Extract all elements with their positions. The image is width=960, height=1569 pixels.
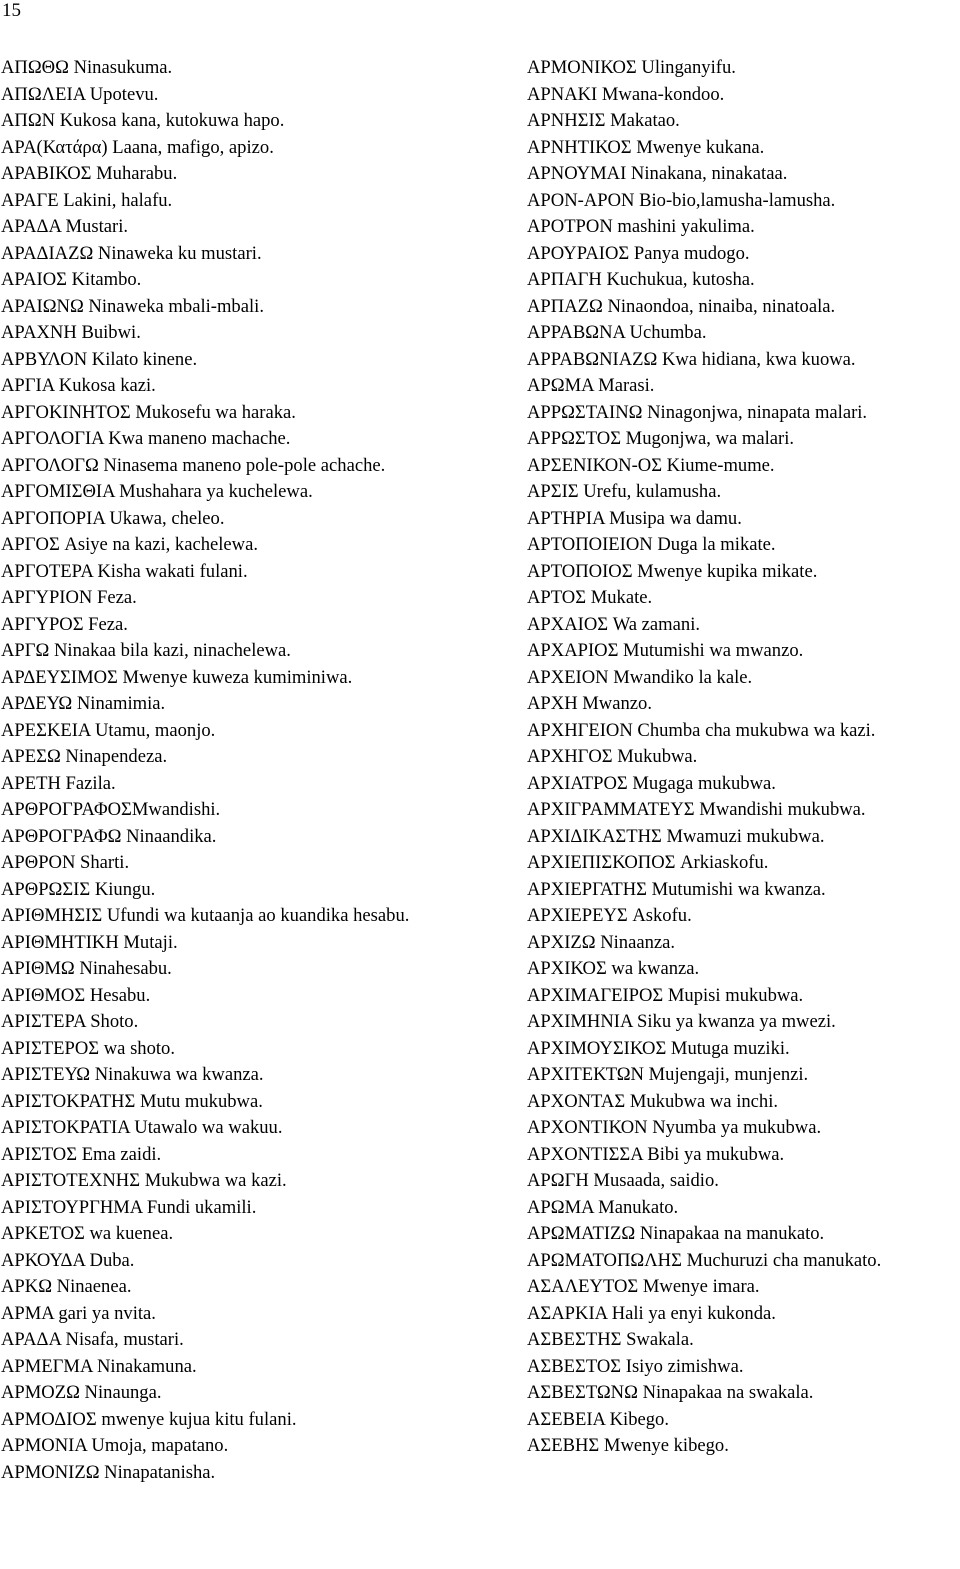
dictionary-entry: ΑΡΙΣΤΕΡΑ Shoto.: [1, 1011, 139, 1032]
dictionary-entry: ΑΡΧΟΝΤΙΚΟΝ Nyumba ya mukubwa.: [527, 1117, 822, 1138]
dictionary-entry: ΑΡΧΙΕΡΕΥΣ Askofu.: [527, 905, 692, 926]
dictionary-entry: ΑΡΓΟΣ Asiye na kazi, kachelewa.: [1, 534, 259, 555]
dictionary-entry: ΑΡΧΙΖΩ Ninaanza.: [527, 931, 676, 953]
dictionary-entry: ΑΡΙΣΤΕΥΩ Ninakuwa wa kwanza.: [1, 1064, 264, 1085]
dictionary-entry: ΑΡΩΜΑ Manukato.: [527, 1196, 679, 1218]
dictionary-entry: ΑΡΧΙΜΗΝΙΑ Siku ya kwanza ya mwezi.: [527, 1011, 836, 1032]
dictionary-entry: ΑΡΝΑΚΙ Mwana-kondoo.: [527, 83, 725, 105]
left-column: [1, 55, 431, 1486]
dictionary-entry: ΑΠΩΘΩ Ninasukuma.: [1, 57, 173, 78]
dictionary-entry: ΑΡΓΥΡΙΟΝ Feza.: [1, 587, 137, 608]
dictionary-entry: ΑΡΙΣΤΕΡΟΣ wa shoto.: [1, 1037, 176, 1059]
dictionary-entry: ΑΡΙΘΜΗΣΙΣ Ufundi wa kutaanja ao kuandika hesabu.: [1, 905, 410, 926]
dictionary-entry: ΑΡΝΗΣΙΣ Makatao.: [527, 110, 680, 131]
dictionary-entry: ΑΡΧΑΙΟΣ Wa zamani.: [527, 613, 701, 635]
dictionary-entry: ΑΡΤΟΠΟΙΕΙΟΝ Duga la mikate.: [527, 534, 776, 555]
dictionary-entry: ΑΡΓΟΤΕΡΑ Kisha wakati fulani.: [1, 560, 248, 582]
dictionary-entry: ΑΡΩΜΑ Marasi.: [527, 375, 655, 396]
dictionary-entry: ΑΡΕΤΗ Fazila.: [1, 772, 116, 794]
dictionary-entry: ΑΡΜΟΔΙΟΣ mwenye kujua kitu fulani.: [1, 1408, 297, 1430]
dictionary-entry: ΑΡΓΟΛΟΓΙΑ Kwa maneno machache.: [1, 428, 291, 449]
dictionary-entry: ΑΡΙΣΤΟΤΕΧΝΗΣ Mukubwa wa kazi.: [1, 1170, 287, 1191]
dictionary-entry: ΑΡΧΙΓΡΑΜΜΑΤΕΥΣ Mwandishi mukubwa.: [527, 799, 866, 820]
dictionary-entry: ΑΡΕΣΩ Ninapendeza.: [1, 746, 168, 767]
dictionary-entry: ΑΡΝΟΥΜΑΙ Ninakana, ninakataa.: [527, 163, 788, 184]
dictionary-entry: ΑΡΚΕΤΟΣ wa kuenea.: [1, 1223, 174, 1244]
dictionary-entry: ΑΡΧΙΜΟΥΣΙΚΟΣ Mutuga muziki.: [527, 1037, 790, 1059]
dictionary-entry: ΑΡΡΑΒΩΝΑ Uchumba.: [527, 322, 707, 343]
dictionary-entry: ΑΣΒΕΣΤΩΝΩ Ninapakaa na swakala.: [527, 1382, 814, 1403]
dictionary-entry: ΑΡΓΟΠΟΡΙΑ Ukawa, cheleo.: [1, 507, 225, 529]
dictionary-entry: ΑΡΡΑΒΩΝΙΑΖΩ Kwa hidiana, kwa kuowa.: [527, 348, 856, 370]
dictionary-entry: ΑΡΧΑΡΙΟΣ Mutumishi wa mwanzo.: [527, 640, 804, 661]
dictionary-entry: ΑΡΧΗΓΟΣ Mukubwa.: [527, 746, 698, 767]
dictionary-entry: ΑΡΑΓΕ Lakini, halafu.: [1, 189, 173, 211]
dictionary-entry: ΑΡΙΣΤΟΚΡΑΤΗΣ Mutu mukubwa.: [1, 1090, 263, 1112]
right-column: [527, 55, 957, 1460]
dictionary-entry: ΑΡΜΟΝΙΑ Umoja, mapatano.: [1, 1435, 229, 1456]
page-number: 15: [2, 0, 21, 21]
dictionary-entry: ΑΣΑΡΚΙΑ Hali ya enyi kukonda.: [527, 1302, 776, 1324]
dictionary-entry: ΑΡΠΑΓΗ Kuchukua, kutosha.: [527, 269, 755, 290]
dictionary-entry: ΑΡΙΘΜΩ Ninahesabu.: [1, 958, 172, 979]
dictionary-entry: ΑΡΙΣΤΟΣ Ema zaidi.: [1, 1143, 162, 1165]
dictionary-entry: ΑΡΤΟΠΟΙΟΣ Mwenye kupika mikate.: [527, 560, 818, 582]
dictionary-entry: ΑΡΧΙΤΕΚΤΩΝ Mujengaji, munjenzi.: [527, 1064, 809, 1085]
dictionary-entry: ΑΡΓΟΛΟΓΩ Ninasema maneno pole-pole achache.: [1, 454, 386, 476]
dictionary-entry: ΑΡΙΘΜΗΤΙΚΗ Mutaji.: [1, 931, 178, 953]
dictionary-entry: ΑΡΧΙΚΟΣ wa kwanza.: [527, 958, 700, 979]
dictionary-entry: ΑΡΟΝ-ΑΡΟΝ Bio-bio,lamusha-lamusha.: [527, 189, 836, 211]
dictionary-entry: ΑΡΘΡΟΓΡΑΦΟΣMwandishi.: [1, 799, 221, 820]
dictionary-entry: ΑΡΑΒΙΚΟΣ Muharabu.: [1, 163, 178, 184]
dictionary-entry: ΑΡΧΙΜΑΓΕΙΡΟΣ Mupisi mukubwa.: [527, 984, 804, 1006]
dictionary-entry: ΑΡΜΕΓΜΑ Ninakamuna.: [1, 1355, 197, 1377]
dictionary-entry: ΑΡΧΗ Mwanzo.: [527, 693, 652, 714]
dictionary-entry: ΑΡΣΕΝΙΚΟΝ-ΟΣ Kiume-mume.: [527, 454, 775, 476]
dictionary-entry: ΑΡΧΕΙΟΝ Mwandiko la kale.: [527, 666, 753, 688]
dictionary-entry: ΑΡΡΩΣΤΑΙΝΩ Ninagonjwa, ninapata malari.: [527, 401, 868, 423]
dictionary-entry: ΑΡΜΟΖΩ Ninaunga.: [1, 1382, 162, 1403]
dictionary-entry: ΑΣΒΕΣΤΗΣ Swakala.: [527, 1329, 694, 1350]
dictionary-entry: ΑΡΔΕΥΩ Ninamimia.: [1, 693, 166, 714]
dictionary-entry: ΑΡΟΤΡΟΝ mashini yakulima.: [527, 216, 755, 237]
dictionary-entry: ΑΡΟΥΡΑΙΟΣ Panya mudogo.: [527, 242, 750, 264]
dictionary-entry: ΑΡΚΩ Ninaenea.: [1, 1276, 132, 1297]
dictionary-entry: ΑΡΧΗΓΕΙΟΝ Chumba cha mukubwa wa kazi.: [527, 719, 876, 741]
dictionary-entry: ΑΡΓΟΜΙΣΘΙΑ Mushahara ya kuchelewa.: [1, 481, 313, 502]
dictionary-entry: ΑΡΙΣΤΟΚΡΑΤΙΑ Utawalo wa wakuu.: [1, 1117, 283, 1138]
dictionary-entry: ΑΡΤΟΣ Mukate.: [527, 587, 653, 608]
dictionary-entry: ΑΡΑΙΩΝΩ Ninaweka mbali-mbali.: [1, 295, 264, 317]
dictionary-entry: ΑΡΤΗΡΙΑ Musipa wa damu.: [527, 507, 742, 529]
dictionary-entry: ΑΡΔΕΥΣΙΜΟΣ Mwenye kuweza kumiminiwa.: [1, 666, 353, 688]
dictionary-entry: ΑΡΡΩΣΤΟΣ Mugonjwa, wa malari.: [527, 428, 795, 449]
dictionary-entry: ΑΡΑΧΝΗ Buibwi.: [1, 322, 141, 343]
dictionary-entry: ΑΡΝΗΤΙΚΟΣ Mwenye kukana.: [527, 136, 765, 158]
dictionary-entry: ΑΡΙΘΜΟΣ Hesabu.: [1, 984, 151, 1006]
dictionary-entry: ΑΡΧΙΕΡΓΑΤΗΣ Mutumishi wa kwanza.: [527, 878, 826, 900]
dictionary-entry: ΑΡΩΓΗ Musaada, saidio.: [527, 1170, 719, 1191]
dictionary-entry: ΑΡΜΟΝΙΚΟΣ Ulinganyifu.: [527, 57, 736, 78]
dictionary-entry: ΑΡΑΔΑ Nisafa, mustari.: [1, 1329, 184, 1350]
dictionary-entry: ΑΡΧΙΔΙΚΑΣΤΗΣ Mwamuzi mukubwa.: [527, 825, 825, 847]
dictionary-entry: ΑΣΒΕΣΤΟΣ Isiyo zimishwa.: [527, 1355, 744, 1377]
dictionary-entry: ΑΡΚΟΥΔΑ Duba.: [1, 1249, 135, 1271]
dictionary-entry: ΑΡΩΜΑΤΟΠΩΛΗΣ Muchuruzi cha manukato.: [527, 1249, 882, 1271]
dictionary-entry: ΑΣΑΛΕΥΤΟΣ Mwenye imara.: [527, 1276, 760, 1297]
dictionary-entry: ΑΡΑΔΙΑΖΩ Ninaweka ku mustari.: [1, 242, 262, 264]
dictionary-entry: ΑΣΕΒΗΣ Mwenye kibego.: [527, 1435, 729, 1456]
dictionary-entry: ΑΡΓΥΡΟΣ Feza.: [1, 613, 128, 635]
dictionary-entry: ΑΣΕΒΕΙΑ Kibego.: [527, 1408, 669, 1430]
dictionary-entry: ΑΡΑΙΟΣ Kitambo.: [1, 269, 142, 290]
dictionary-entry: ΑΡΧΟΝΤΑΣ Mukubwa wa inchi.: [527, 1090, 779, 1112]
dictionary-entry: ΑΡΕΣΚΕΙΑ Utamu, maonjo.: [1, 719, 216, 741]
dictionary-entry: ΑΡΩΜΑΤΙΖΩ Ninapakaa na manukato.: [527, 1223, 825, 1244]
dictionary-entry: ΑΡΣΙΣ Urefu, kulamusha.: [527, 481, 722, 502]
dictionary-entry: ΑΠΩΝ Kukosa kana, kutokuwa hapo.: [1, 110, 285, 131]
dictionary-entry: ΑΡΙΣΤΟΥΡΓΗΜΑ Fundi ukamili.: [1, 1196, 257, 1218]
dictionary-entry: ΑΡΑΔΑ Mustari.: [1, 216, 129, 237]
dictionary-entry: ΑΡΓΙΑ Kukosa kazi.: [1, 375, 156, 396]
dictionary-entry: ΑΡΓΩ Ninakaa bila kazi, ninachelewa.: [1, 640, 291, 661]
dictionary-entry: ΑΡΘΡΟΝ Sharti.: [1, 852, 130, 873]
dictionary-entry: ΑΠΩΛΕΙΑ Upotevu.: [1, 83, 159, 105]
dictionary-entry: ΑΡΘΡΩΣΙΣ Kiungu.: [1, 878, 156, 900]
dictionary-entry: ΑΡΧΙΑΤΡΟΣ Mugaga mukubwa.: [527, 772, 776, 794]
dictionary-entry: ΑΡΠΑΖΩ Ninaondoa, ninaiba, ninatoala.: [527, 295, 836, 317]
dictionary-entry: ΑΡΧΟΝΤΙΣΣΑ Bibi ya mukubwa.: [527, 1143, 785, 1165]
dictionary-entry: ΑΡΒΥΛΟΝ Kilato kinene.: [1, 348, 198, 370]
dictionary-entry: ΑΡΘΡΟΓΡΑΦΩ Ninaandika.: [1, 825, 217, 847]
dictionary-entry: ΑΡΓΟΚΙΝΗΤΟΣ Mukosefu wa haraka.: [1, 401, 296, 423]
dictionary-entry: ΑΡΑ(Κατάρα) Laana, mafigo, apizo.: [1, 136, 274, 158]
dictionary-entry: ΑΡΜΟΝΙΖΩ Ninapatanisha.: [1, 1461, 216, 1483]
dictionary-entry: ΑΡΧΙΕΠΙΣΚΟΠΟΣ Arkiaskofu.: [527, 852, 769, 873]
dictionary-entry: ΑΡΜΑ gari ya nvita.: [1, 1302, 156, 1324]
